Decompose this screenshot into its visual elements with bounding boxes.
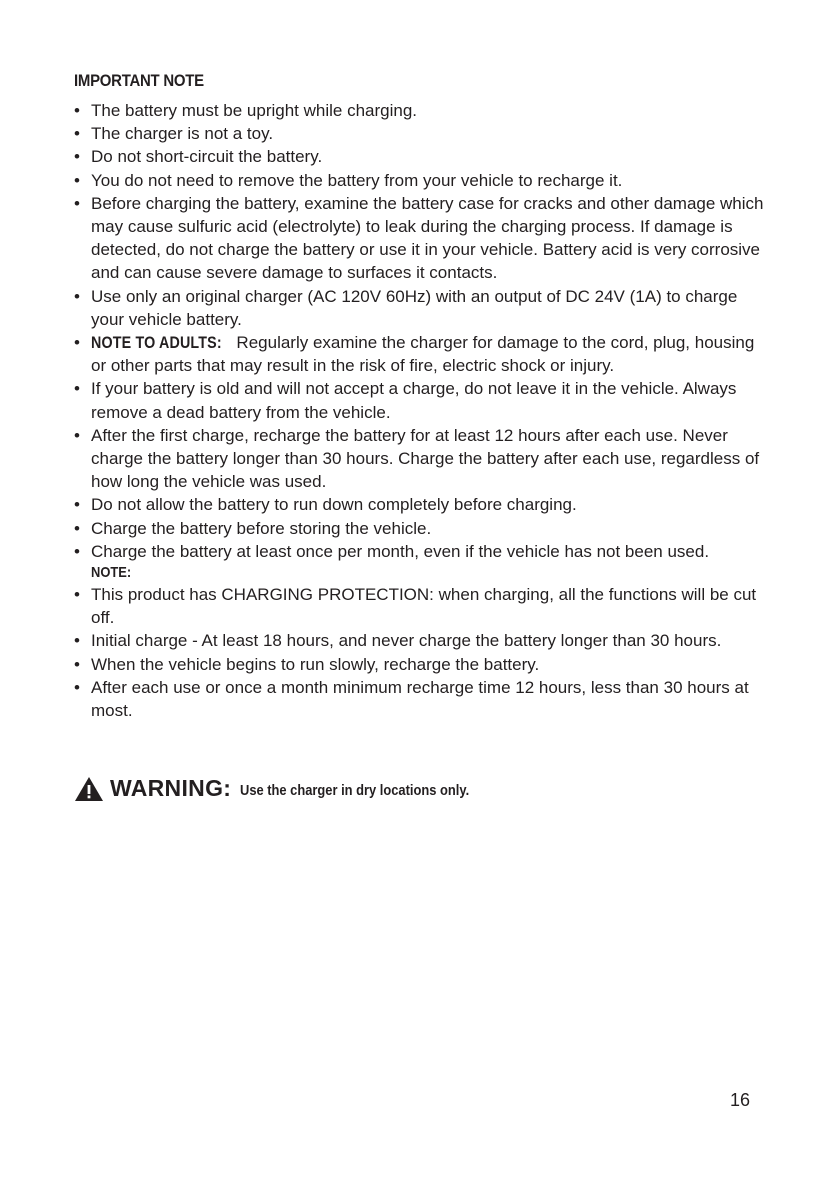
list-item: • Charge the battery at least once per month, even if the vehicle has not been used. xyxy=(74,540,764,563)
important-notes-list xyxy=(74,99,764,722)
bullet: • xyxy=(74,495,80,515)
bullet: • xyxy=(74,518,80,538)
list-item: • When the vehicle begins to run slowly, recharge the battery. xyxy=(74,653,764,676)
list-item: • The charger is not a toy. xyxy=(74,122,764,145)
list-item: • After the first charge, recharge the battery for at least 12 hours after each use. Never charge the battery longer than 30 hours. Charge the battery after each use, regardless of how long the vehicle was used. xyxy=(74,425,760,492)
bullet: • xyxy=(74,631,80,651)
list-item: • Do not allow the battery to run down completely before charging. xyxy=(74,493,764,516)
bullet: • xyxy=(74,585,80,605)
bullet: • xyxy=(74,170,80,190)
warning-triangle-icon xyxy=(74,776,104,802)
bullet: • xyxy=(74,425,80,445)
page-number: 16 xyxy=(729,1090,750,1110)
section-heading: IMPORTANT NOTE xyxy=(74,71,204,90)
warning-callout xyxy=(74,775,507,802)
list-item: • After each use or once a month minimum recharge time 12 hours, less than 30 hours at most. xyxy=(74,677,749,721)
bullet: • xyxy=(74,193,80,213)
note-subheading: NOTE: xyxy=(91,564,132,582)
bullet: • xyxy=(74,101,80,120)
list-item: • If your battery is old and will not accept a charge, do not leave it in the vehicle. Always remove a dead battery from the vehicle. xyxy=(74,379,737,422)
warning-text: Use the charger in dry locations only. xyxy=(240,782,470,799)
list-item: • Before charging the battery, examine the battery case for cracks and other damage which may cause sulfuric acid (electrolyte) to leak during the charging process. If damage is detected, do not charge the battery or use it in your vehicle. Battery acid is very corrosive and can cause severe damage to surfaces it contacts. xyxy=(74,193,764,283)
list-item: • The battery must be upright while charging. xyxy=(74,99,764,122)
list-item: • Initial charge - At least 18 hours, and never charge the battery longer than 30 hours. xyxy=(74,629,764,652)
list-item: • Do not short-circuit the battery. xyxy=(74,145,764,168)
bullet: • xyxy=(74,654,80,674)
list-item: • This product has CHARGING PROTECTION: when charging, all the functions will be cut off. xyxy=(74,585,757,628)
list-item: • Use only an original charger (AC 120V 60Hz) with an output of DC 24V (1A) to charge your vehicle battery. xyxy=(74,286,738,329)
bullet: • xyxy=(74,333,80,353)
bullet: • xyxy=(74,147,80,167)
warning-label: WARNING: xyxy=(110,775,232,801)
bullet: • xyxy=(74,286,80,306)
list-item: • You do not need to remove the battery from your vehicle to recharge it. xyxy=(74,169,764,192)
bullet: • xyxy=(74,677,80,697)
list-item: • Charge the battery before storing the vehicle. xyxy=(74,517,764,540)
adult-note-item xyxy=(74,331,764,377)
adult-note-label: NOTE TO ADULTS: xyxy=(91,333,222,353)
adult-note-text: Regularly examine the charger for damage to the cord, plug, housing or other parts that may result in the risk of fire, electric shock or injury. xyxy=(91,333,755,376)
bullet: • xyxy=(74,124,80,144)
bullet: • xyxy=(74,541,80,561)
bullet: • xyxy=(74,379,80,399)
